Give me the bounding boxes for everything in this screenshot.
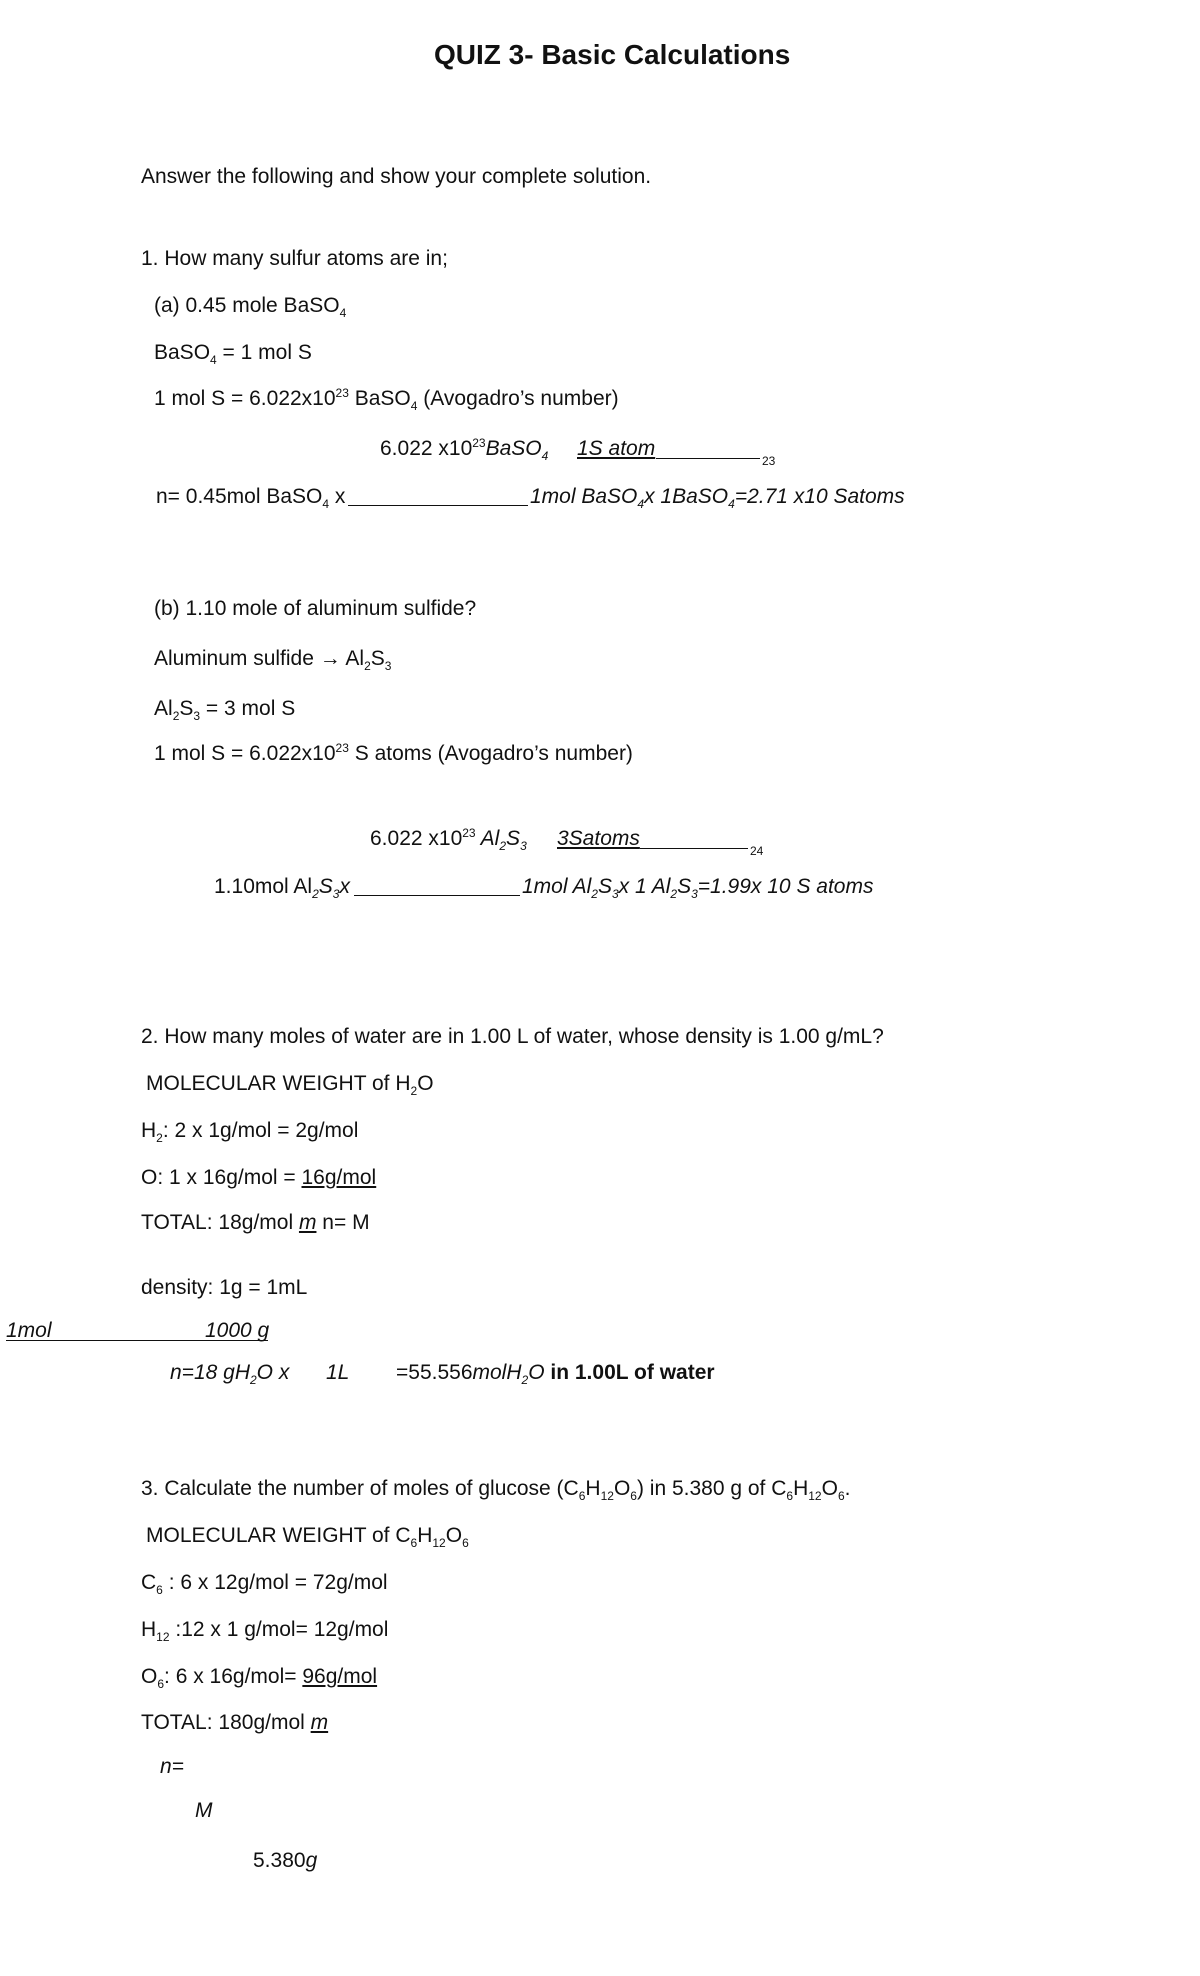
q2-density: density: 1g = 1mL xyxy=(141,1276,308,1299)
q3-mw-label: MOLECULAR WEIGHT of $C_6H_{12}O_6$ xyxy=(146,1524,469,1551)
q3-h-line: $H_{12}$ :12 x 1 g/mol= 12g/mol xyxy=(141,1618,389,1645)
q2-h-line: $H_2$: 2 x 1g/mol = 2g/mol xyxy=(141,1119,359,1146)
q2-total-line: TOTAL: 18g/mol m n= M xyxy=(141,1211,370,1234)
q1b-line1: Aluminum sulfide → $Al_2S_3$ xyxy=(154,647,392,674)
q1b-label: (b) 1.10 mole of aluminum sulfide? xyxy=(154,597,477,620)
q1a-line1: BaSO$_4$ = 1 mol S xyxy=(154,341,312,368)
q3-total-line: TOTAL: 180g/mol m xyxy=(141,1711,329,1734)
page-title: QUIZ 3- Basic Calculations xyxy=(434,39,791,70)
q1b-line2: $Al_2S_3 = 3$ mol S xyxy=(154,697,296,724)
q3-mass: 5.380g xyxy=(253,1849,318,1872)
q1b-fraction-unit: 3Satoms xyxy=(557,827,640,850)
q2-n-liter: 1L xyxy=(326,1361,350,1384)
q2-o-line: O: 1 x 16g/mol = 16g/mol xyxy=(141,1166,377,1189)
q1-question: 1. How many sulfur atoms are in; xyxy=(141,247,448,270)
q3-question: 3. Calculate the number of moles of glucose $(C_6H_{12}O_6)$ in 5.380 g of $C_6H_{12}O_6$. xyxy=(141,1477,851,1504)
q2-n-line: n=18 $gH_2O$ x xyxy=(170,1361,290,1388)
q1a-label: (a) 0.45 mole BaSO$_4$ xyxy=(154,294,347,321)
q1b-underline xyxy=(640,848,748,849)
q1a-n-line: n= 0.45mol BaSO$_4$ x xyxy=(156,485,346,512)
q1b-n-denominator: 1mol $Al_2S_3x$ 1 $Al_2S_3=1.99x$ 10 S atoms xyxy=(522,875,874,902)
q1b-line3: 1 mol $S = 6.022x10^{23}$ S atoms (Avogadro’s number) xyxy=(154,741,633,765)
q1b-fraction-numerator: 6.022 $x10^{23}$ $Al_2S_3$ xyxy=(370,826,527,854)
q1a-underline xyxy=(656,458,760,459)
q1a-fraction-bar xyxy=(348,505,528,506)
q1a-line2: 1 mol $S = 6.022x10^{23}$ BaSO$_4$ (Avogadro’s number) xyxy=(154,386,619,414)
q3-M: M xyxy=(195,1799,213,1822)
q3-o-line: $O_6$: 6 x 16g/mol= 96g/mol xyxy=(141,1665,378,1692)
q1b-fraction-bar xyxy=(354,895,520,896)
q2-result: =55.556molH$_2$O in 1.00L of water xyxy=(396,1361,715,1388)
q2-frac-left: 1mol xyxy=(6,1319,52,1342)
q2-question: 2. How many moles of water are in 1.00 L of water, whose density is 1.00 g/mL? xyxy=(141,1025,884,1048)
q1b-n-line: 1.10mol $Al_2S_3x$ xyxy=(214,875,350,902)
q1a-fraction-numerator: 6.022 $x10^{23}BaSO_4$ xyxy=(380,436,549,464)
q2-frac-right: 1000 g xyxy=(205,1319,270,1342)
q3-n-eq: n= xyxy=(160,1755,184,1778)
instructions: Answer the following and show your complete solution. xyxy=(141,165,652,188)
q2-mw-label: MOLECULAR WEIGHT of $H_2O$ xyxy=(146,1072,434,1099)
q1b-exponent: 24 xyxy=(750,844,764,858)
q3-c-line: $C_6$ : 6 x 12g/mol = 72g/mol xyxy=(141,1571,388,1598)
q1a-fraction-unit: 1S atom xyxy=(577,437,656,460)
q1a-exponent: 23 xyxy=(762,454,776,468)
q1a-n-denominator: 1mol BaSO$_4$x 1BaSO$_4$=2.71 x10 Satoms xyxy=(530,485,905,512)
